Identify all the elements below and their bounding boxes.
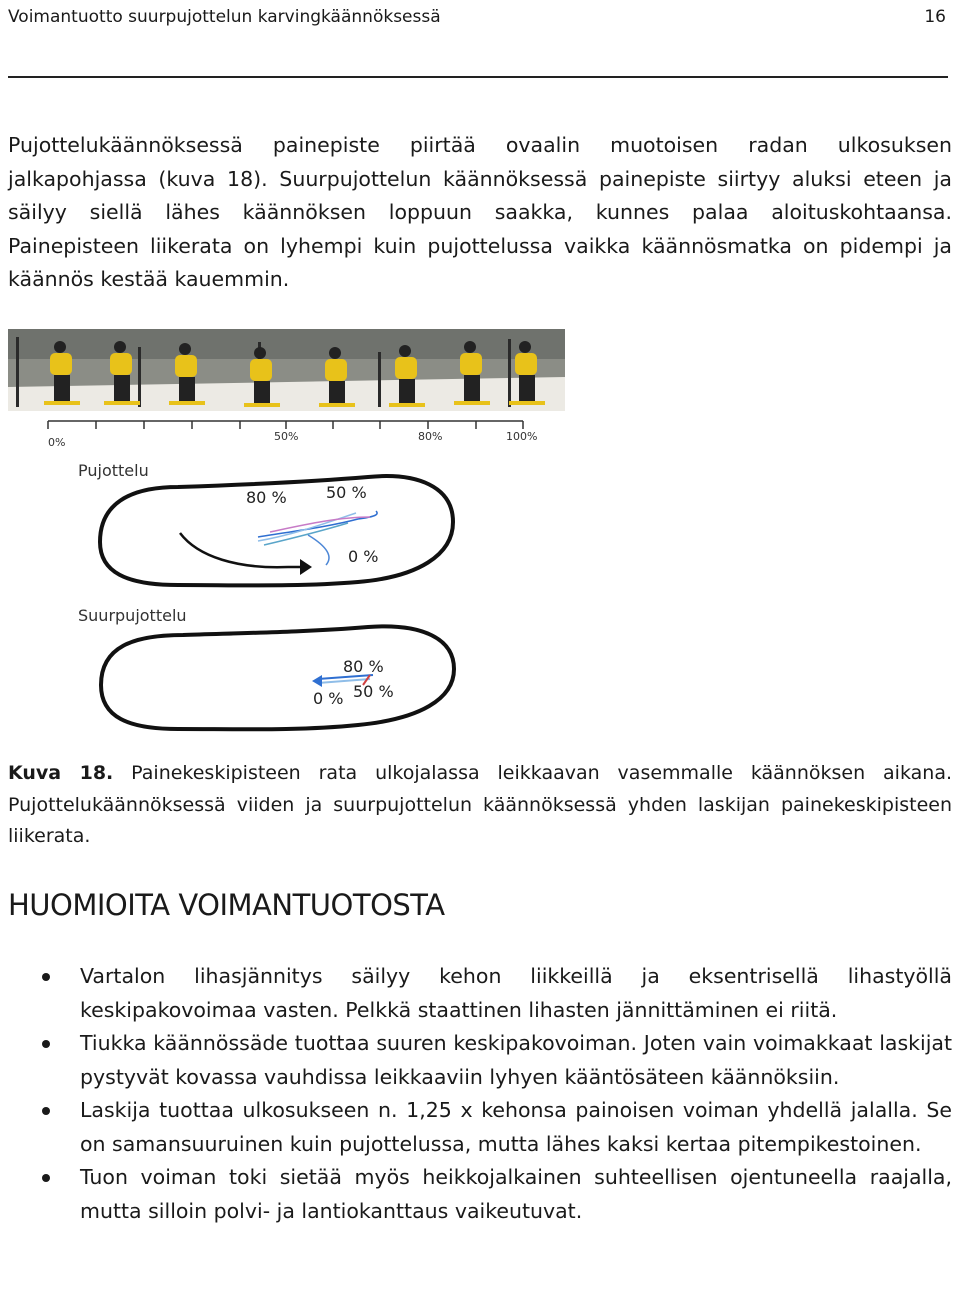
gs-marker-0: 0 % <box>313 689 344 708</box>
timeline-axis <box>48 421 523 429</box>
slalom-marker-80: 80 % <box>246 488 287 507</box>
arrow-head-icon <box>300 559 312 575</box>
slalom-marker-0: 0 % <box>348 547 379 566</box>
section-heading: HUOMIOITA VOIMANTUOTOSTA <box>8 888 445 922</box>
timeline-label-100: 100% <box>506 430 538 443</box>
bullet-list <box>0 960 952 1228</box>
gs-marker-80: 80 % <box>343 657 384 676</box>
bullet-icon <box>42 1040 50 1048</box>
slalom-label: Pujottelu <box>78 461 149 480</box>
slalom-direction-arrow <box>180 533 303 567</box>
bullet-text: Laskija tuottaa ulkosukseen n. 1,25 x kehonsa painoisen voiman yhdellä jalalla. Se on samansuuruinen kuin pujottelussa, mutta lähes kaksi kertaa pitempikestoinen. <box>80 1098 952 1156</box>
bullet-text: Tuon voiman toki sietää myös heikkojalkainen suhteellisen ojentuneella raajalla, mutta silloin polvi- ja lantiokanttaus vaikeutuvat. <box>80 1165 952 1223</box>
timeline-label-80: 80% <box>418 430 443 443</box>
timeline-label-50: 50% <box>274 430 299 443</box>
bullet-icon <box>42 1174 50 1182</box>
list-item <box>0 1094 952 1161</box>
header-rule <box>8 76 948 78</box>
slalom-marker-50: 50 % <box>326 483 367 502</box>
running-title: Voimantuotto suurpujottelun karvingkäännöksessä <box>8 7 441 27</box>
intro-paragraph: Pujottelukäännöksessä painepiste piirtää ovaalin muotoisen radan ulkosuksen jalkapohjassa (kuva 18). Suurpujottelun käännöksessä painepiste siirtyy aluksi eteen ja säilyy siellä lähes käännöksen loppuun saakka, kunnes palaa aloituskohtaansa. Painepisteen liikerata on lyhempi kuin pujottelussa vaikka käännösmatka on pidempi ja käännös kestää kauemmin. <box>8 133 952 291</box>
figure-caption <box>8 758 952 853</box>
skier-photo-strip <box>8 329 565 411</box>
page-header <box>8 0 946 34</box>
list-item <box>0 960 952 1027</box>
gs-foot-outline <box>101 626 454 729</box>
bullet-icon <box>42 1107 50 1115</box>
caption-text: Painekeskipisteen rata ulkojalassa leikkaavan vasemmalle käännöksen aikana. Pujottelukäännöksessä viiden ja suurpujottelun käännöksessä yhden laskijan painekeskipisteen liikerata. <box>8 762 952 847</box>
gs-marker-50: 50 % <box>353 682 394 701</box>
figure-18 <box>8 327 568 747</box>
page-number: 16 <box>924 7 946 27</box>
caption-label: Kuva 18. <box>8 762 114 784</box>
list-item <box>0 1027 952 1094</box>
bullet-text: Tiukka käännössäde tuottaa suuren keskipakovoiman. Joten vain voimakkaat laskijat pystyvät kovassa vauhdissa leikkaaviin lyhyen kääntösäteen käännöksiin. <box>80 1031 952 1089</box>
gs-label: Suurpujottelu <box>78 606 187 625</box>
bullet-icon <box>42 973 50 981</box>
list-item <box>0 1161 952 1228</box>
gs-arrow-head-icon <box>312 675 322 687</box>
bullet-text: Vartalon lihasjännitys säilyy kehon liikkeillä ja eksentrisellä lihastyöllä keskipakovoimaa vasten. Pelkkä staattinen lihasten jännittäminen ei riitä. <box>80 964 952 1022</box>
pressure-path-figure <box>8 327 568 747</box>
timeline-label-0: 0% <box>48 436 66 449</box>
